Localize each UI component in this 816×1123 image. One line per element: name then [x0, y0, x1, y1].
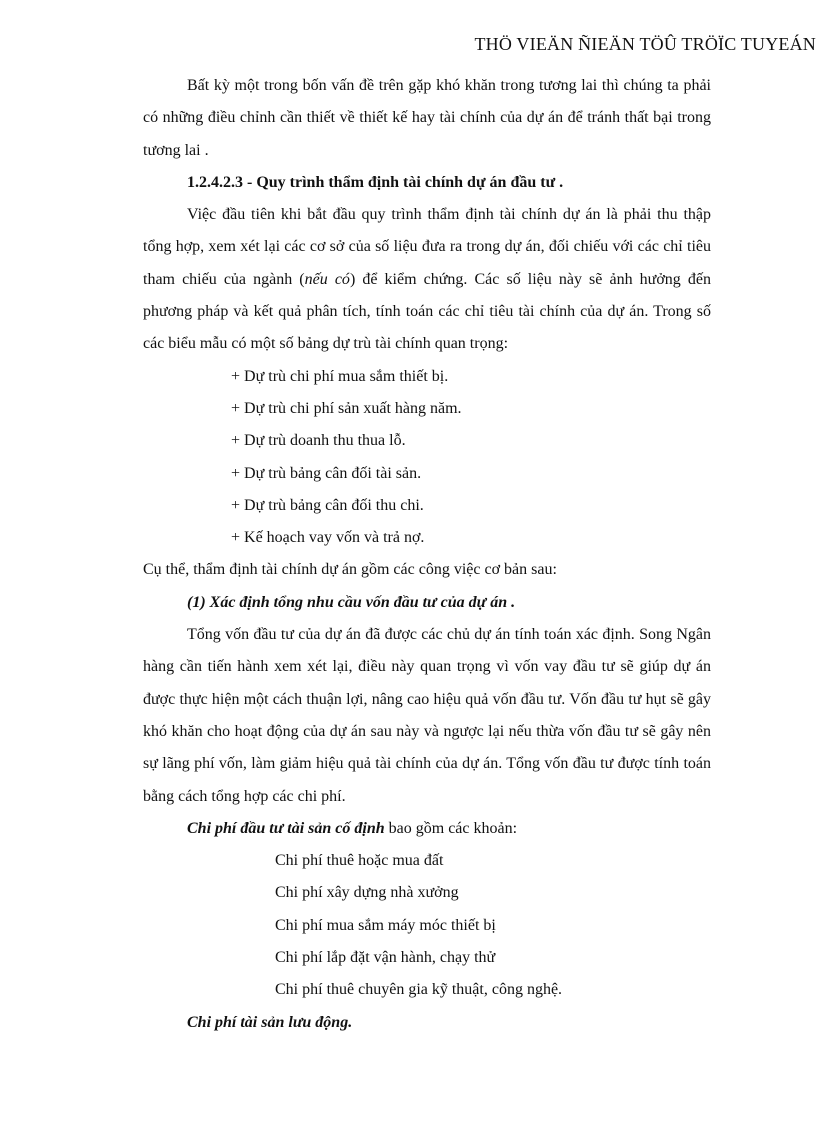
list-item: Chi phí mua sắm máy móc thiết bị: [275, 916, 496, 934]
list-item: Chi phí thuê hoặc mua đất: [275, 852, 444, 870]
page-header: THÖ VIEÄN ÑIEÄN TÖÛ TRÖÏC TUYEÁN: [474, 34, 816, 54]
fixed-assets-label: Chi phí đầu tư tài sản cố định: [187, 819, 385, 837]
list-item: + Dự trù doanh thu thua lỗ.: [231, 432, 406, 450]
section-heading: 1.2.4.2.3 - Quy trình thẩm định tài chính dự án đầu tư .: [187, 173, 564, 191]
cost-list: [143, 845, 711, 1006]
working-capital-heading: Chi phí tài sản lưu động.: [187, 1013, 353, 1031]
specifics-line: Cụ thể, thẩm định tài chính dự án gồm các công việc cơ bản sau:: [143, 561, 557, 579]
process-text-italic: nếu có: [304, 270, 350, 288]
intro-paragraph: Bất kỳ một trong bốn vấn đề trên gặp khó khăn trong tương lai thì chúng ta phải có những điều chỉnh cần thiết về thiết kế hay tài chính của dự án để tránh thất bại trong tương lai .: [143, 77, 711, 159]
process-text-before: Việc đầu tiên khi bắt đầu quy trình thẩm định tài chính dự án là phải thu thập tổng hợp, xem xét lại các cơ sở của số liệu đưa ra trong dự án, đối chiếu với các chỉ tiêu tham chiếu của ngành (: [143, 206, 711, 288]
list-item: + Dự trù chi phí mua sắm thiết bị.: [231, 367, 449, 385]
process-text-after: ) để kiểm chứng. Các số liệu này sẽ ảnh hưởng đến phương pháp và kết quả phân tích, tính toán các chỉ tiêu tài chính của dự án. Trong số các biểu mẫu có một số bảng dự trù tài chính quan trọng:: [143, 270, 711, 353]
list-item: Chi phí thuê chuyên gia kỹ thuật, công nghệ.: [275, 981, 563, 999]
list-item: + Kế hoạch vay vốn và trả nợ.: [231, 529, 425, 547]
list-item: + Dự trù chi phí sản xuất hàng năm.: [231, 399, 462, 417]
list-item: + Dự trù bảng cân đối thu chi.: [231, 496, 424, 514]
capital-paragraph: Tổng vốn đầu tư của dự án đã được các chủ dự án tính toán xác định. Song Ngân hàng cần tiến hành xem xét lại, điều này quan trọng vì vốn vay đầu tư sẽ giúp dự án được thực hiện một cách thuận lợi, nâng cao hiệu quả vốn đầu tư. Vốn đầu tư hụt sẽ gây khó khăn cho hoạt động của dự án sau này và ngược lại nếu thừa vốn đầu tư sẽ gây nên sự lãng phí vốn, làm giảm hiệu quả tài chính của dự án. Tổng vốn đầu tư được tính toán bằng cách tổng hợp các chi phí.: [143, 626, 711, 805]
document-body: [143, 70, 711, 1039]
list-item: Chi phí lắp đặt vận hành, chạy thử: [275, 949, 496, 967]
fixed-assets-line: [143, 813, 711, 845]
forecast-list: [143, 361, 711, 555]
fixed-assets-rest: bao gồm các khoản:: [384, 819, 518, 837]
process-paragraph: [143, 199, 711, 360]
subheading-total-capital: (1) Xác định tổng nhu cầu vốn đầu tư của dự án .: [187, 593, 516, 611]
list-item: + Dự trù bảng cân đối tài sản.: [231, 464, 422, 482]
list-item: Chi phí xây dựng nhà xưởng: [275, 884, 459, 902]
